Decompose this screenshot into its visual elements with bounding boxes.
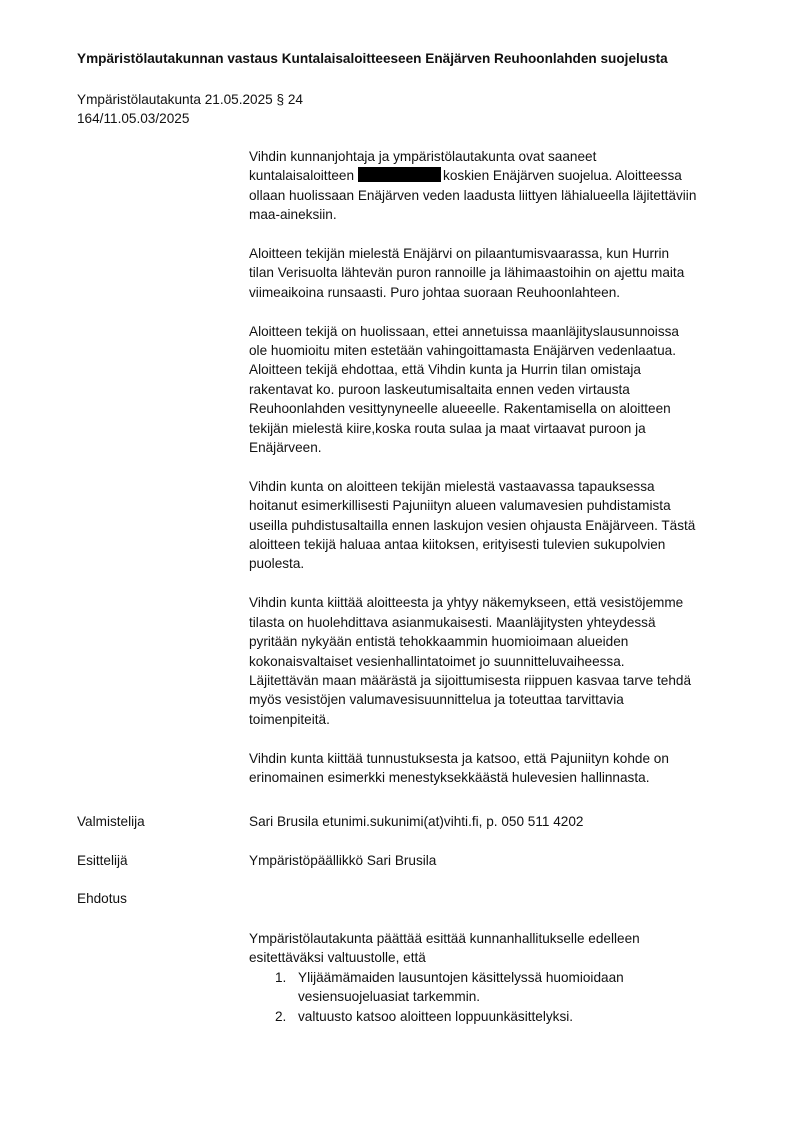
text-line: Aloitteen tekijän mielestä Enäjärvi on pilaantumisvaarassa, kun Hurrin — [249, 246, 670, 262]
text-line: myös vesistöjen valumavesisuunnittelua ja toteuttaa tarvittavia — [249, 692, 624, 708]
text-fragment: kuntalaisaloitteen — [249, 168, 355, 184]
text-line: Ympäristölautakunta päättää esittää kunnanhallitukselle edelleen — [249, 931, 640, 946]
presenter-label: Esittelijä — [77, 853, 128, 868]
document-body — [249, 147, 745, 807]
paragraph-2 — [249, 244, 745, 302]
preparer-label: Valmistelija — [77, 814, 145, 829]
meeting-date: Ympäristölautakunta 21.05.2025 § 24 — [77, 92, 303, 107]
document-title: Ympäristölautakunnan vastaus Kuntalaisaloitteeseen Enäjärven Reuhoonlahden suojelusta — [77, 51, 668, 66]
text-line: tekijän mielestä kiire,koska routa sulaa ja maat virtaavat puroon ja — [249, 420, 646, 436]
text-line: Vihdin kunta on aloitteen tekijän mielestä vastaavassa tapauksessa — [249, 478, 655, 494]
presenter-value: Ympäristöpäällikkö Sari Brusila — [249, 853, 437, 868]
text-line: erinomainen esimerkki menestyksekkäästä hulevesien hallinnasta. — [249, 769, 650, 785]
text-line: Reuhoonlahden vesittynyneelle alueeelle. Rakentamisella on aloitteen — [249, 401, 671, 417]
paragraph-4 — [249, 477, 745, 574]
list-item — [249, 968, 749, 1007]
text-line: kokonaisvaltaiset vesienhallintatoimet jo suunnitteluvaiheessa. — [249, 653, 625, 669]
text-line: useilla puhdistusaltailla ennen laskujon vesien ohjausta Enäjärveen. Tästä — [249, 517, 696, 533]
text-line: ollaan huolissaan Enäjärven veden laadusta liittyen lähialueella läjitettäviin — [249, 187, 697, 203]
proposal-list — [249, 968, 749, 1026]
proposal-text — [249, 929, 749, 1026]
text-line: esitettäväksi valtuustolle, että — [249, 950, 426, 966]
text-line: Läjitettävän maan määrästä ja sijoittumisesta riippuen kasvaa tarve tehdä — [249, 672, 692, 688]
proposal-label: Ehdotus — [77, 891, 127, 906]
text-line — [249, 166, 745, 185]
text-line: valtuusto katsoo aloitteen loppuunkäsittelyksi. — [298, 1008, 574, 1024]
list-number: 1. — [275, 969, 287, 985]
text-line: toimenpiteitä. — [249, 711, 330, 727]
text-line: viimeaikoina runsaasti. Puro johtaa suoraan Reuhoonlahteen. — [249, 284, 621, 300]
meeting-reference — [77, 90, 303, 129]
text-fragment: koskien Enäjärven suojelua. Aloitteessa — [443, 168, 682, 184]
redacted-name-block — [358, 167, 441, 182]
text-line: Vihdin kunta kiittää aloitteesta ja yhtyy näkemykseen, että vesistöjemme — [249, 595, 684, 611]
paragraph-6 — [249, 749, 745, 788]
paragraph-5 — [249, 593, 745, 729]
text-line: hoitanut esimerkillisesti Pajuniityn alueen valumavesien puhdistamista — [249, 498, 671, 514]
text-line: tilasta on huolehdittava asianmukaisesti. Maanläjitysten yhteydessä — [249, 614, 656, 630]
text-line: ole huomioitu miten estetään vahingoittamasta Enäjärven vedenlaatua. — [249, 343, 676, 359]
text-line: Aloitteen tekijä ehdottaa, että Vihdin kunta ja Hurrin tilan omistaja — [249, 362, 641, 378]
text-line: Vihdin kunta kiittää tunnustuksesta ja katsoo, että Pajuniityn kohde on — [249, 750, 669, 766]
paragraph-1 — [249, 147, 745, 225]
text-line: Aloitteen tekijä on huolissaan, ettei annetuissa maanläjityslausunnoissa — [249, 323, 679, 339]
list-number: 2. — [275, 1008, 287, 1024]
record-number: 164/11.05.03/2025 — [77, 111, 190, 127]
preparer-value: Sari Brusila etunimi.sukunimi(at)vihti.fi, p. 050 511 4202 — [249, 814, 584, 829]
text-line: maa-aineksiin. — [249, 207, 337, 223]
text-line: tilan Verisuolta lähtevän puron rannoille ja lähimaastoihin on ajettu maita — [249, 265, 685, 281]
text-line: vesiensuojeluasiat tarkemmin. — [298, 989, 481, 1005]
text-line: puolesta. — [249, 556, 305, 572]
paragraph-3 — [249, 322, 745, 458]
text-line: pyritään nykyään entistä tehokkaammin huomioimaan alueiden — [249, 634, 629, 650]
list-item — [249, 1007, 749, 1026]
text-line: Vihdin kunnanjohtaja ja ympäristölautakunta ovat saaneet — [249, 149, 597, 164]
text-line: rakentavat ko. puroon laskeutumisaltaita ennen veden virtausta — [249, 381, 630, 397]
text-line: aloitteen tekijä haluaa antaa kiitoksen, erityisesti tulevien sukupolvien — [249, 537, 666, 553]
text-line: Ylijäämämaiden lausuntojen käsittelyssä huomioidaan — [298, 969, 624, 985]
text-line: Enäjärveen. — [249, 440, 322, 456]
